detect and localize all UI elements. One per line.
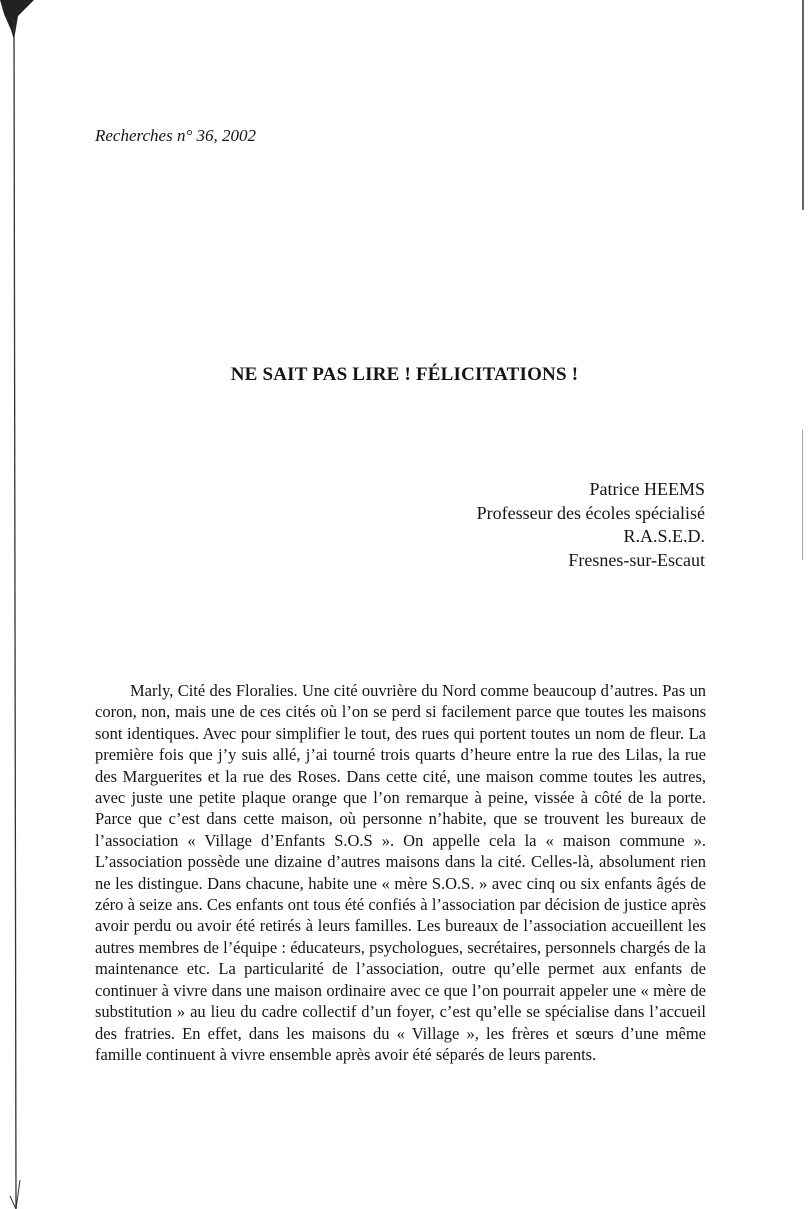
scan-page-edge-right <box>802 0 809 1209</box>
author-organization: R.A.S.E.D. <box>623 526 705 546</box>
article-title: NE SAIT PAS LIRE ! FÉLICITATIONS ! <box>230 364 579 385</box>
author-block <box>477 478 705 572</box>
scan-binding-edge-left <box>0 0 34 1209</box>
author-location: Fresnes-sur-Escaut <box>568 549 705 570</box>
journal-reference: Recherches n° 36, 2002 <box>95 126 257 145</box>
author-name: Patrice HEEMS <box>589 479 705 499</box>
body-paragraph: Marly, Cité des Floralies. Une cité ouvrière du Nord comme beaucoup d’autres. Pas un coron, non, mais une de ces cités où l’on se perd si facilement parce que toutes les maisons sont identiques. Avec pour simplifier le tout, des rues qui portent toutes un nom de fleur. La première fois que j’y suis allé, j’ai tourné trois quarts d’heure entre la rue des Lilas, la rue des Marguerites et la rue des Roses. Dans cette cité, une maison comme toutes les autres, avec juste une petite plaque orange que l’on remarque à peine, vissée à côté de la porte. Parce que c’est dans cette maison, où personne n’habite, que se trouvent les bureaux de l’association « Village d’Enfants S.O.S ». On appelle cela la « maison commune ». L’association possède une dizaine d’autres maisons dans la cité. Celles-là, absolument rien ne les distingue. Dans chacune, habite une « mère S.O.S. » avec cinq ou six enfants âgés de zéro à seize ans. Ces enfants ont tous été confiés à l’association par décision de justice après avoir perdu ou avoir été retirés à leurs familles. Les bureaux de l’association accueillent les autres membres de l’équipe : éducateurs, psychologues, secrétaires, personnels chargés de la maintenance etc. La particularité de l’association, outre qu’elle permet aux enfants de continuer à vivre dans une maison ordinaire avec ce que l’on pourrait appeler une « mère de substitution » au lieu du cadre collectif d’un foyer, c’est qu’elle se spécialise dans l’accueil des fratries. En effet, dans les maisons du « Village », les frères et sœurs d’une même famille continuent à vivre ensemble après avoir été séparés de leurs parents. <box>95 681 706 1064</box>
author-role: Professeur des écoles spécialisé <box>476 502 705 523</box>
